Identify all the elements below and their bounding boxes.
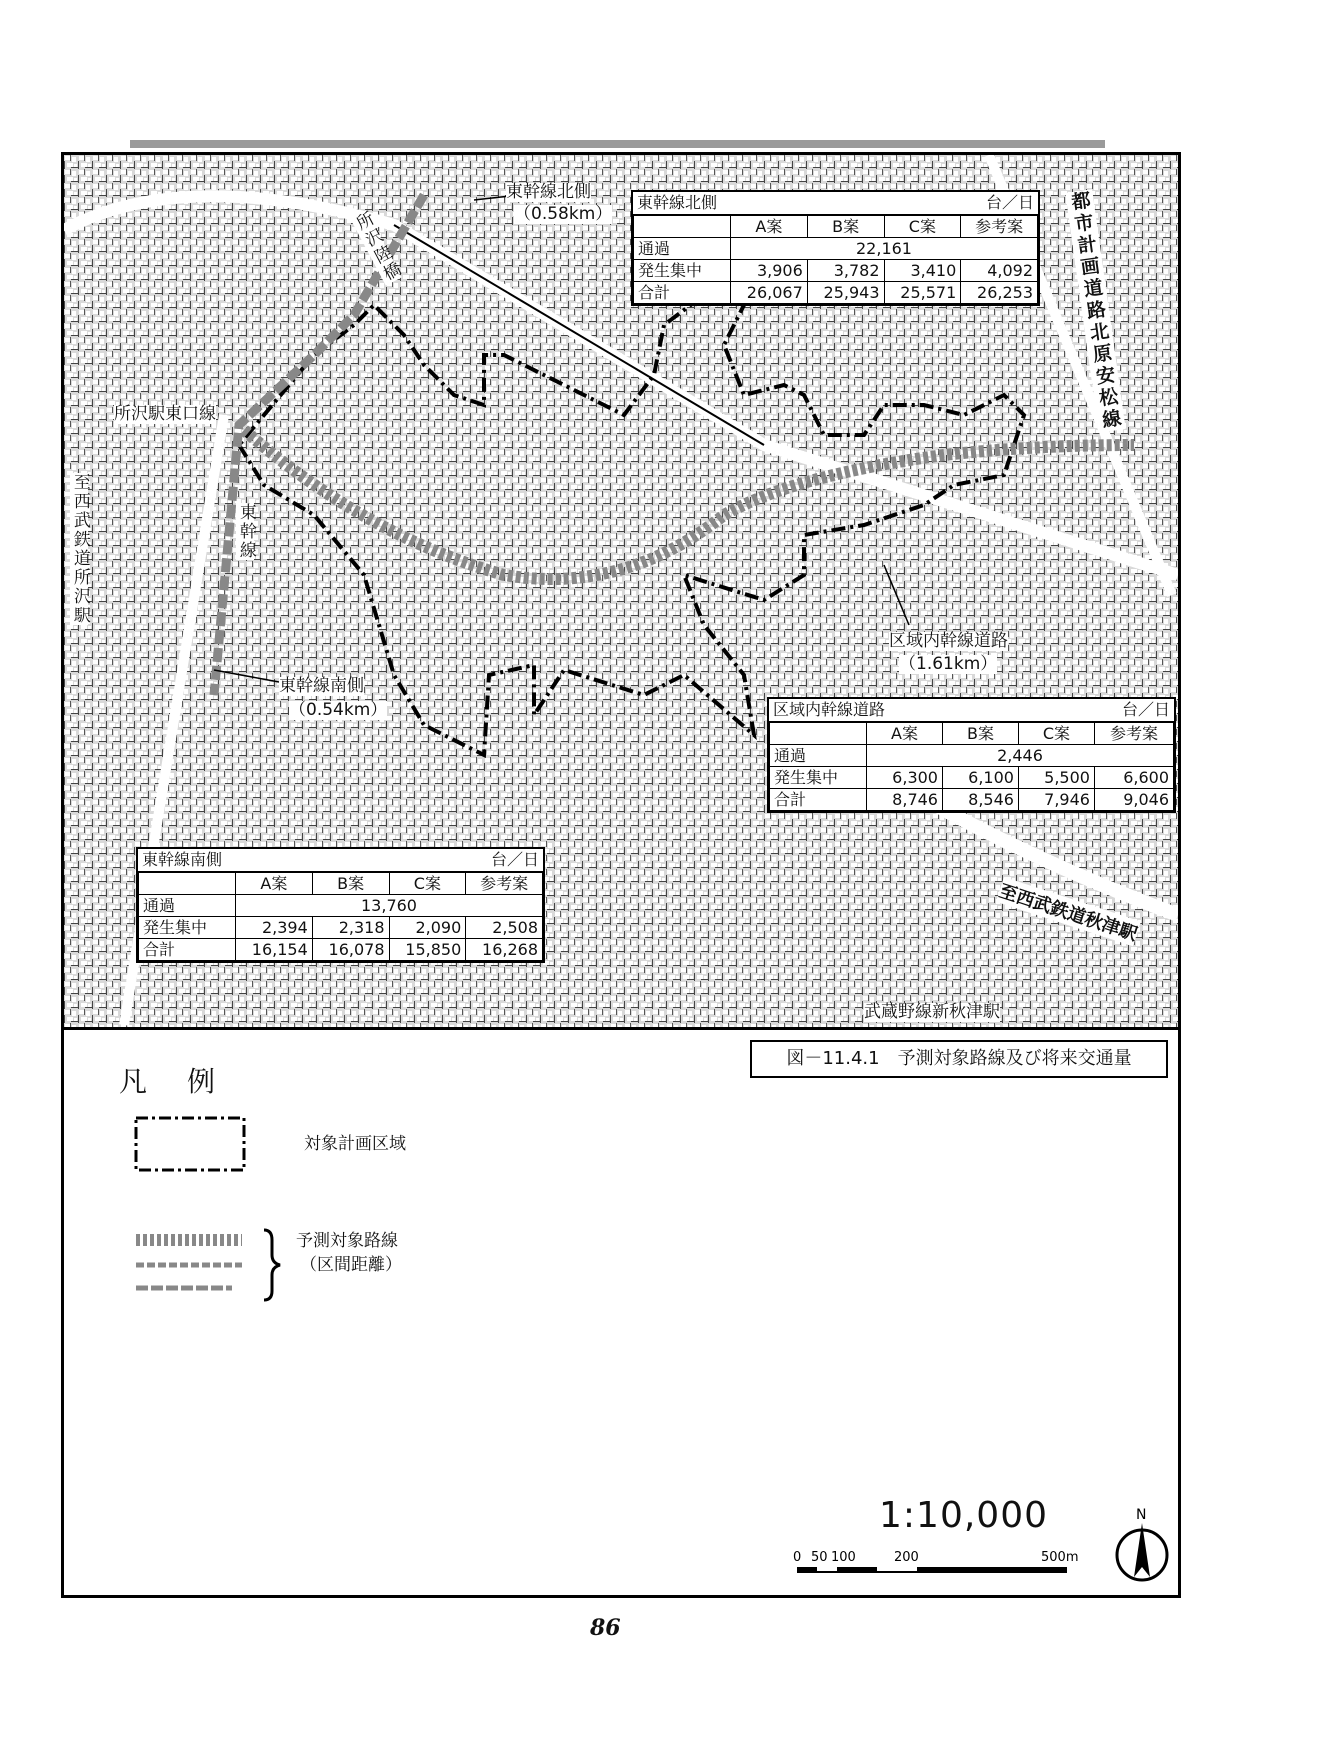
north-header-blank (634, 216, 731, 238)
label-east-south: 東幹線南側 (279, 676, 364, 696)
legend-route-sublabel: （区間距離） (300, 1255, 402, 1275)
north-gen-b: 3,782 (807, 260, 884, 282)
legend-title: 凡例 (119, 1065, 256, 1098)
scale-tick-100: 100 (831, 1550, 856, 1565)
north-header-ref: 参考案 (961, 216, 1038, 238)
north-table-grid (633, 215, 1038, 304)
north-through-label: 通過 (634, 238, 731, 260)
inner-traffic-table (767, 697, 1176, 813)
north-gen-label: 発生集中 (634, 260, 731, 282)
inner-gen-ref: 6,600 (1094, 767, 1173, 789)
inner-gen-a: 6,300 (867, 767, 943, 789)
inner-total-ref: 9,046 (1094, 789, 1173, 811)
label-east-north: 東幹線北側 (506, 182, 591, 202)
inner-through-label: 通過 (770, 745, 867, 767)
label-musashino-station: 武蔵野線新秋津駅 (864, 1002, 1000, 1022)
inner-table-unit: 台／日 (1121, 700, 1170, 719)
legend-area-label: 対象計画区域 (304, 1134, 406, 1154)
north-table-header (633, 192, 1038, 215)
scale-ratio: 1:10,000 (879, 1495, 1048, 1536)
inner-header-ref: 参考案 (1094, 723, 1173, 745)
inner-gen-c: 5,500 (1018, 767, 1094, 789)
inner-through-value: 2,446 (867, 745, 1174, 767)
south-through-label: 通過 (139, 895, 236, 917)
south-table-header (138, 849, 543, 872)
south-header-blank (139, 873, 236, 895)
inner-table-title: 区域内幹線道路 (773, 700, 886, 719)
label-seibu-tokorozawa: 至西武鉄道所沢駅 (69, 473, 90, 625)
scale-tick-200: 200 (894, 1550, 919, 1565)
south-header-c: C案 (389, 873, 466, 895)
south-table-title: 東幹線南側 (142, 850, 223, 869)
scale-bar (789, 1545, 1089, 1585)
inner-table-grid (769, 722, 1174, 811)
label-kitahara-line: 都市計画道路北原安松線 (1065, 189, 1125, 432)
north-total-ref: 26,253 (961, 282, 1038, 304)
scale-tick-500: 500m (1041, 1550, 1079, 1565)
south-header-ref: 参考案 (466, 873, 543, 895)
south-total-ref: 16,268 (466, 939, 543, 961)
south-table-unit: 台／日 (490, 850, 539, 869)
south-header-b: B案 (312, 873, 389, 895)
south-header-a: A案 (236, 873, 313, 895)
map-area (64, 155, 1178, 1030)
label-tokorozawa-bridge: 所沢陸橋 (350, 209, 404, 286)
label-tokorozawa-east-line: 所沢駅東口線 (114, 404, 216, 424)
inner-gen-label: 発生集中 (770, 767, 867, 789)
label-seibu-akitsu: 至西武鉄道秋津駅 (996, 877, 1141, 946)
north-header-c: C案 (884, 216, 961, 238)
inner-header-a: A案 (867, 723, 943, 745)
inner-header-c: C案 (1018, 723, 1094, 745)
south-gen-b: 2,318 (312, 917, 389, 939)
south-total-label: 合計 (139, 939, 236, 961)
south-traffic-table (136, 847, 545, 963)
south-total-a: 16,154 (236, 939, 313, 961)
north-header-b: B案 (807, 216, 884, 238)
north-total-label: 合計 (634, 282, 731, 304)
north-gen-c: 3,410 (884, 260, 961, 282)
north-traffic-table (631, 190, 1040, 306)
inner-header-b: B案 (942, 723, 1018, 745)
scale-tick-0: 0 (793, 1550, 802, 1565)
south-total-b: 16,078 (312, 939, 389, 961)
north-total-b: 25,943 (807, 282, 884, 304)
page-number: 86 (590, 1615, 621, 1641)
legend-brace (264, 1230, 280, 1300)
scale-tick-50: 50 (811, 1550, 828, 1565)
inner-table-header (769, 699, 1174, 722)
north-gen-ref: 4,092 (961, 260, 1038, 282)
north-total-a: 26,067 (731, 282, 808, 304)
south-through-value: 13,760 (236, 895, 543, 917)
inner-total-c: 7,946 (1018, 789, 1094, 811)
label-inner-road: 区域内幹線道路 (889, 631, 1008, 651)
figure-caption: 図－11.4.1 予測対象路線及び将来交通量 (750, 1040, 1168, 1078)
south-gen-ref: 2,508 (466, 917, 543, 939)
south-gen-label: 発生集中 (139, 917, 236, 939)
north-header-a: A案 (731, 216, 808, 238)
inner-total-label: 合計 (770, 789, 867, 811)
north-gen-a: 3,906 (731, 260, 808, 282)
north-total-c: 25,571 (884, 282, 961, 304)
north-table-unit: 台／日 (985, 193, 1034, 212)
north-label: N (1136, 1507, 1147, 1523)
label-east-north-length: （0.58km） (514, 204, 613, 224)
north-table-title: 東幹線北側 (637, 193, 718, 212)
label-east-south-length: （0.54km） (289, 700, 388, 720)
inner-gen-b: 6,100 (942, 767, 1018, 789)
top-rule (130, 140, 1105, 148)
south-gen-a: 2,394 (236, 917, 313, 939)
south-total-c: 15,850 (389, 939, 466, 961)
north-arrow-icon (1114, 1505, 1174, 1585)
legend-route-label: 予測対象路線 (296, 1231, 398, 1251)
figure-frame (61, 152, 1181, 1598)
label-inner-road-length: （1.61km） (899, 654, 998, 674)
south-table-grid (138, 872, 543, 961)
inner-total-b: 8,546 (942, 789, 1018, 811)
label-east-trunk: 東幹線 (235, 503, 256, 560)
inner-header-blank (770, 723, 867, 745)
inner-total-a: 8,746 (867, 789, 943, 811)
south-gen-c: 2,090 (389, 917, 466, 939)
legend-area-symbol (136, 1118, 244, 1170)
north-through-value: 22,161 (731, 238, 1038, 260)
